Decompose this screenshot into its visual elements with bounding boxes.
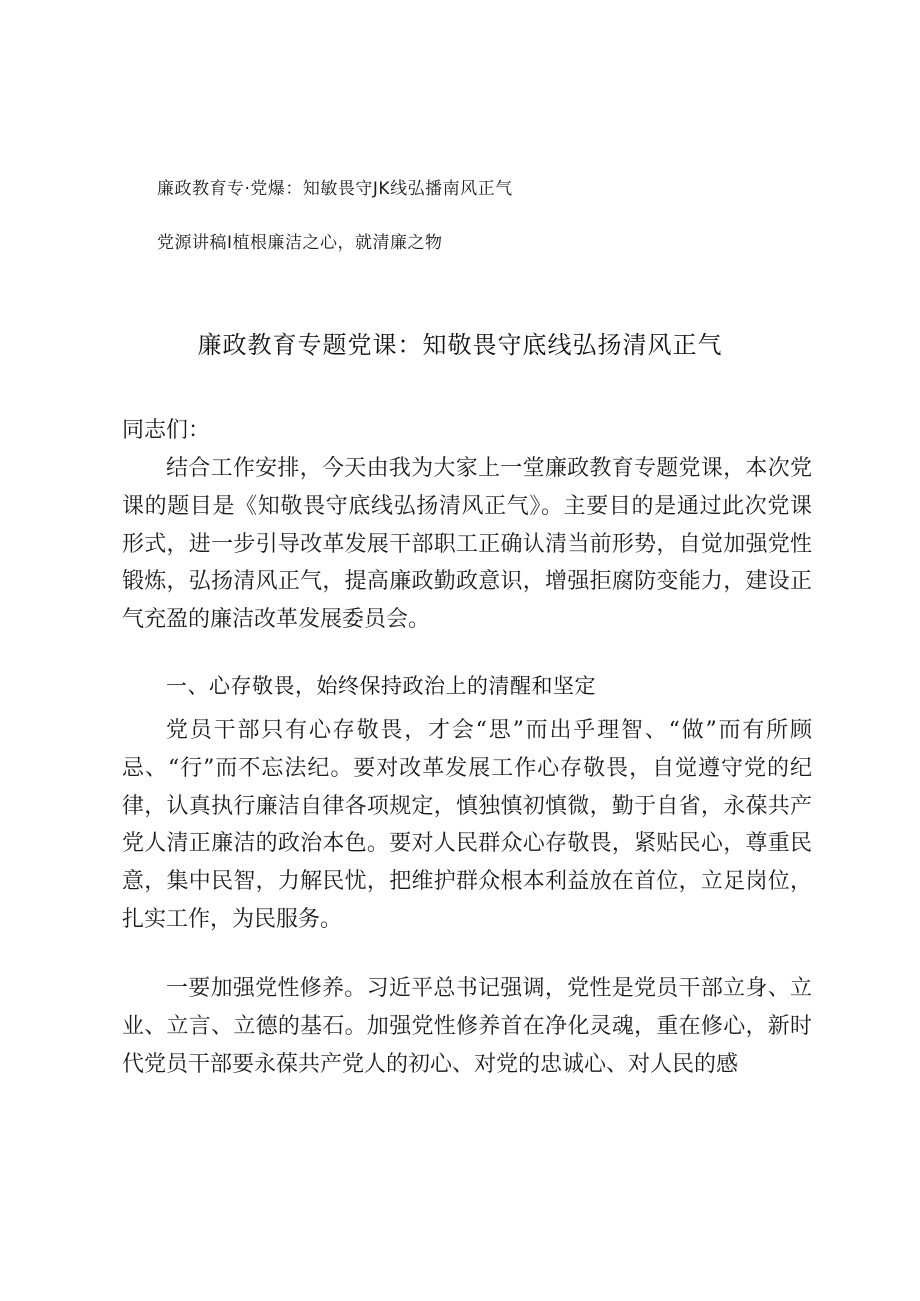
header-line-1: 廉政教育专·党爆：知敏畏守JK线弘播南风正气 — [157, 179, 513, 199]
salutation: 同志们： — [122, 418, 211, 443]
section1-paragraph-1-text: 党员干部只有心存敬畏，才会“思”而出乎理智、“做”而有所顾忌、“行”而不忘法纪。要对改革发展工作心存敬畏，自觉遵守党的纪律，认真执行廉洁自律各项规定，慎独慎初慎微，勤于自省，永葆共产党人清正廉洁的政治本色。要对人民群众心存敬畏，紧贴民心，尊重民意，集中民智，力解民忧，把维护群众根本利益放在首位，立足岗位，扎实工作，为民服务。 — [122, 718, 812, 932]
section1-paragraph-2-text: 一要加强党性修养。习近平总书记强调，党性是党员干部立身、立业、立言、立德的基石。加强党性修养首在净化灵魂，重在修心，新时代党员干部要永葆共产党人的初心、对党的忠诚心、对人民的感 — [122, 976, 812, 1077]
section1-paragraph-2 — [122, 970, 812, 1083]
header-line-2: 党源讲稿I植根廉洁之心，就清廉之物 — [157, 233, 443, 253]
section1-paragraph-1 — [122, 712, 812, 939]
section-heading-1: 一、心存敬畏，始终保持政治上的清醒和坚定 — [166, 674, 596, 698]
intro-text: 结合工作安排，今天由我为大家上一堂廉政教育专题党课，本次党课的题目是《知敬畏守底线弘扬清风正气》。主要目的是通过此次党课形式，进一步引导改革发展干部职工正确认清当前形势，自觉加强党性锻炼，弘扬清风正气，提高廉政勤政意识，增强拒腐防变能力，建设正气充盈的廉洁改革发展委员会。 — [122, 456, 812, 633]
intro-paragraph — [122, 450, 812, 639]
document-title: 廉政教育专题党课：知敬畏守底线弘扬清风正气 — [197, 331, 723, 359]
